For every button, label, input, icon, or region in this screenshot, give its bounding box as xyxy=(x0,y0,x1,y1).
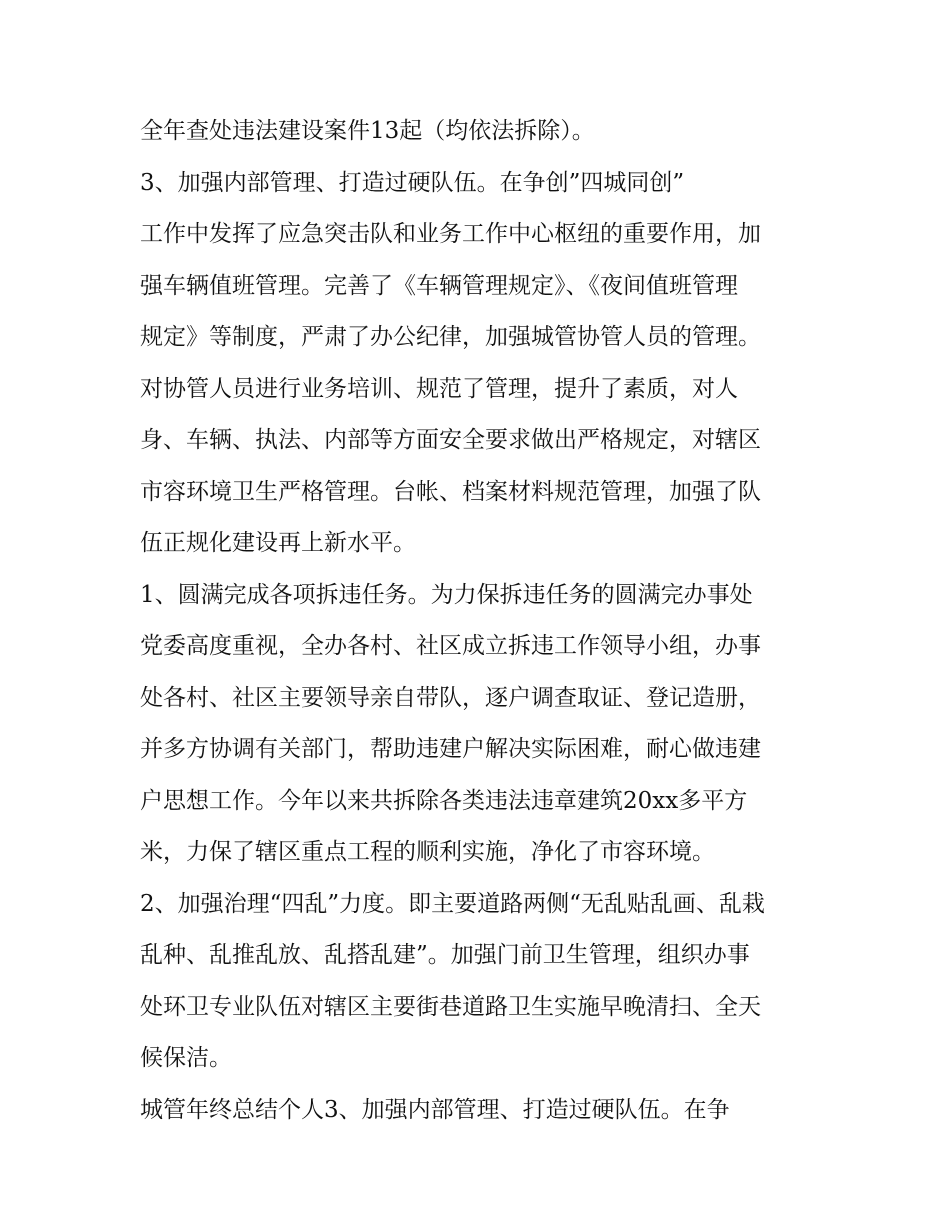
text-line: 乱种、乱推乱放、乱搭乱建”。加强门前卫生管理，组织办事 xyxy=(140,942,750,968)
text-line: 并多方协调有关部门，帮助违建户解决实际困难，耐心做违建 xyxy=(140,736,761,762)
text-line: 伍正规化建设再上新水平。 xyxy=(140,530,416,556)
text-line: 身、车辆、执法、内部等方面安全要求做出严格规定，对辖区 xyxy=(140,427,761,453)
text-line: 市容环境卫生严格管理。台帐、档案材料规范管理，加强了队 xyxy=(140,478,761,505)
text-line: 3、加强内部管理、打造过硬队伍。在争创”四城同创” xyxy=(140,169,685,196)
text-line: 候保洁。 xyxy=(140,1045,232,1071)
text-line: 1、圆满完成各项拆违任务。为力保拆违任务的圆满完办事处 xyxy=(140,581,753,608)
text-line: 户思想工作。今年以来共拆除各类违法违章建筑20xx多平方 xyxy=(140,787,748,814)
text-line: 米，力保了辖区重点工程的顺利实施，净化了市容环境。 xyxy=(140,839,715,865)
text-line: 全年查处违法建设案件13起（均依法拆除）。 xyxy=(140,118,595,144)
text-line: 工作中发挥了应急突击队和业务工作中心枢纽的重要作用，加 xyxy=(140,221,761,247)
text-line: 党委高度重视，全办各村、社区成立拆违工作领导小组，办事 xyxy=(140,633,761,659)
text-line: 规定》等制度，严肃了办公纪律，加强城管协管人员的管理。 xyxy=(140,324,761,350)
text-line: 城管年终总结个人3、加强内部管理、打造过硬队伍。在争 xyxy=(140,1096,730,1123)
text-line: 处各村、社区主要领导亲自带队，逐户调查取证、登记造册， xyxy=(140,684,761,711)
document-body xyxy=(140,106,820,1136)
text-line: 2、加强治理“四乱”力度。即主要道路两侧“无乱贴乱画、乱栽 xyxy=(140,890,765,917)
text-line: 对协管人员进行业务培训、规范了管理，提升了素质，对人 xyxy=(140,375,738,402)
text-line: 处环卫专业队伍对辖区主要街巷道路卫生实施早晚清扫、全天 xyxy=(140,993,761,1020)
text-line: 强车辆值班管理。完善了《车辆管理规定》、《夜间值班管理 xyxy=(140,272,738,299)
